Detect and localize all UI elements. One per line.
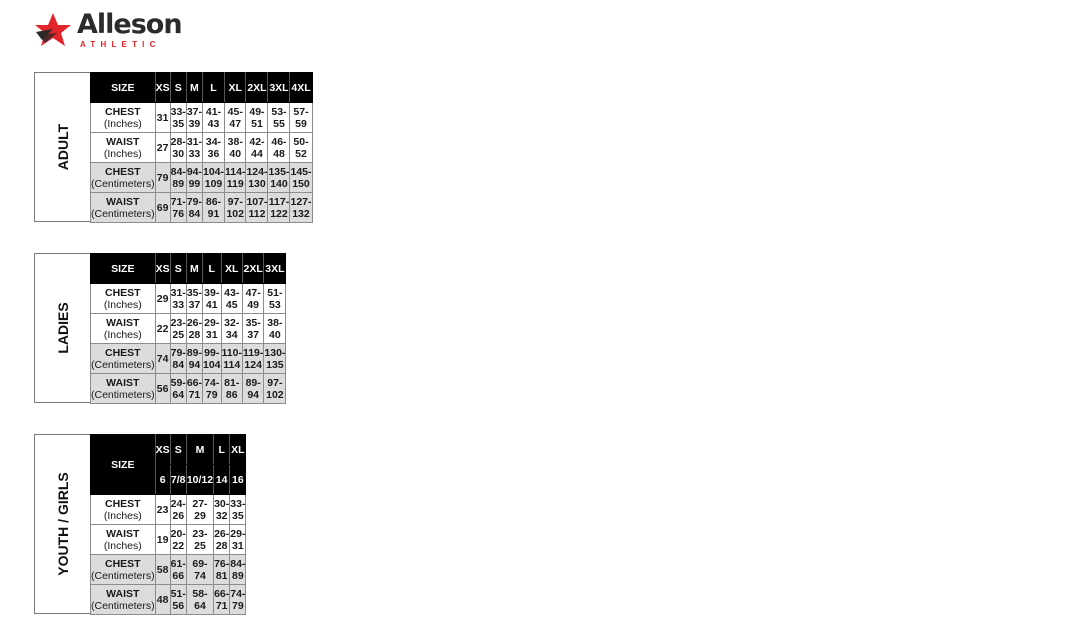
table-cell: 74-79 [230, 585, 246, 615]
table-cell: 97-102 [225, 193, 246, 223]
size-header: SIZE [91, 435, 156, 495]
row-label: CHEST (Inches) [91, 284, 156, 314]
brand-name: Alleson [77, 9, 182, 40]
table-cell: 49-51 [246, 103, 268, 133]
table-cell: 110-114 [221, 344, 242, 374]
table-cell: 71-76 [170, 193, 186, 223]
size-col-header: S [170, 73, 186, 103]
table-cell: 66-71 [186, 374, 202, 404]
table-cell: 84-89 [230, 555, 246, 585]
table-cell: 26-28 [214, 525, 230, 555]
table-cell: 59-64 [170, 374, 186, 404]
ladies-section-label: LADIES [34, 253, 90, 403]
size-col-header: XS [155, 73, 170, 103]
table-row [91, 193, 313, 223]
size-col-header: XL [230, 435, 246, 465]
table-cell: 89-94 [186, 344, 202, 374]
table-row [91, 495, 246, 525]
table-cell: 81-86 [221, 374, 242, 404]
table-cell: 43-45 [221, 284, 242, 314]
table-cell: 97-102 [264, 374, 286, 404]
size-col-header: S [170, 254, 186, 284]
row-label: CHEST (Centimeters) [91, 344, 156, 374]
size-col-header: 2XL [242, 254, 263, 284]
table-row [91, 314, 286, 344]
table-cell: 51-53 [264, 284, 286, 314]
table-cell: 31-33 [170, 284, 186, 314]
table-row [91, 163, 313, 193]
table-row [91, 374, 286, 404]
table-cell: 31 [155, 103, 170, 133]
table-cell: 42-44 [246, 133, 268, 163]
table-row [91, 555, 246, 585]
table-cell: 145-150 [290, 163, 312, 193]
size-col-header: L [214, 435, 230, 465]
brand-logo [33, 10, 193, 50]
youth-table [90, 434, 246, 615]
table-cell: 41-43 [203, 103, 225, 133]
table-cell: 31-33 [186, 133, 202, 163]
row-label: CHEST (Centimeters) [91, 163, 156, 193]
adult-header-row [91, 73, 313, 103]
table-cell: 74 [155, 344, 170, 374]
table-cell: 45-47 [225, 103, 246, 133]
row-label: WAIST (Inches) [91, 133, 156, 163]
row-label: CHEST (Inches) [91, 103, 156, 133]
table-cell: 56 [155, 374, 170, 404]
table-row [91, 585, 246, 615]
table-cell: 94-99 [186, 163, 202, 193]
size-col-header: M [186, 435, 213, 465]
row-label: WAIST (Inches) [91, 525, 156, 555]
size-col-header: XS [155, 254, 170, 284]
size-col-header: M [186, 254, 202, 284]
size-col-header: L [203, 254, 222, 284]
numeric-size-header: 10/12 [186, 465, 213, 495]
table-cell: 66-71 [214, 585, 230, 615]
table-cell: 33-35 [170, 103, 186, 133]
row-label: WAIST (Centimeters) [91, 374, 156, 404]
table-cell: 135-140 [268, 163, 290, 193]
size-col-header: L [203, 73, 225, 103]
size-header: SIZE [91, 73, 156, 103]
size-col-header: 3XL [264, 254, 286, 284]
table-cell: 58-64 [186, 585, 213, 615]
table-cell: 50-52 [290, 133, 312, 163]
table-cell: 114-119 [225, 163, 246, 193]
size-col-header: M [186, 73, 202, 103]
table-cell: 51-56 [170, 585, 186, 615]
table-cell: 34-36 [203, 133, 225, 163]
table-cell: 35-37 [242, 314, 263, 344]
table-cell: 124-130 [246, 163, 268, 193]
table-cell: 89-94 [242, 374, 263, 404]
table-cell: 32-34 [221, 314, 242, 344]
row-label: WAIST (Inches) [91, 314, 156, 344]
table-row [91, 284, 286, 314]
size-col-header: 2XL [246, 73, 268, 103]
table-cell: 86-91 [203, 193, 225, 223]
table-cell: 61-66 [170, 555, 186, 585]
table-row [91, 103, 313, 133]
star-logo-icon [33, 12, 77, 48]
ladies-header-row [91, 254, 286, 284]
table-cell: 104-109 [203, 163, 225, 193]
numeric-size-header: 7/8 [170, 465, 186, 495]
table-cell: 53-55 [268, 103, 290, 133]
size-col-header: XS [155, 435, 170, 465]
table-cell: 74-79 [203, 374, 222, 404]
table-row [91, 133, 313, 163]
table-cell: 79-84 [170, 344, 186, 374]
youth-header-row [91, 435, 246, 465]
table-cell: 79 [155, 163, 170, 193]
row-label: CHEST (Inches) [91, 495, 156, 525]
table-cell: 28-30 [170, 133, 186, 163]
adult-section-label: ADULT [34, 72, 90, 222]
table-cell: 130-135 [264, 344, 286, 374]
brand-subtitle: ATHLETIC [80, 40, 161, 49]
table-cell: 30-32 [214, 495, 230, 525]
table-cell: 69 [155, 193, 170, 223]
youth-section-label: YOUTH / GIRLS [34, 434, 90, 614]
table-cell: 19 [155, 525, 170, 555]
table-cell: 27 [155, 133, 170, 163]
table-cell: 69-74 [186, 555, 213, 585]
table-cell: 99-104 [203, 344, 222, 374]
table-cell: 107-112 [246, 193, 268, 223]
table-cell: 26-28 [186, 314, 202, 344]
numeric-size-header: 14 [214, 465, 230, 495]
table-row [91, 525, 246, 555]
table-cell: 119-124 [242, 344, 263, 374]
table-cell: 22 [155, 314, 170, 344]
table-cell: 48 [155, 585, 170, 615]
table-cell: 24-26 [170, 495, 186, 525]
row-label: WAIST (Centimeters) [91, 585, 156, 615]
adult-table [90, 72, 313, 223]
size-header: SIZE [91, 254, 156, 284]
table-cell: 29-31 [230, 525, 246, 555]
table-cell: 35-37 [186, 284, 202, 314]
table-cell: 29 [155, 284, 170, 314]
table-cell: 58 [155, 555, 170, 585]
size-col-header: 3XL [268, 73, 290, 103]
table-cell: 117-122 [268, 193, 290, 223]
table-cell: 37-39 [186, 103, 202, 133]
row-label: WAIST (Centimeters) [91, 193, 156, 223]
table-cell: 47-49 [242, 284, 263, 314]
table-cell: 27-29 [186, 495, 213, 525]
table-cell: 29-31 [203, 314, 222, 344]
table-cell: 46-48 [268, 133, 290, 163]
size-col-header: XL [221, 254, 242, 284]
table-cell: 38-40 [264, 314, 286, 344]
size-col-header: 4XL [290, 73, 312, 103]
size-col-header: S [170, 435, 186, 465]
row-label: CHEST (Centimeters) [91, 555, 156, 585]
table-cell: 79-84 [186, 193, 202, 223]
table-cell: 84-89 [170, 163, 186, 193]
table-cell: 23 [155, 495, 170, 525]
table-cell: 57-59 [290, 103, 312, 133]
table-cell: 76-81 [214, 555, 230, 585]
table-cell: 23-25 [170, 314, 186, 344]
table-cell: 39-41 [203, 284, 222, 314]
ladies-table [90, 253, 286, 404]
numeric-size-header: 6 [155, 465, 170, 495]
table-cell: 23-25 [186, 525, 213, 555]
table-cell: 33-35 [230, 495, 246, 525]
size-col-header: XL [225, 73, 246, 103]
table-cell: 38-40 [225, 133, 246, 163]
table-row [91, 344, 286, 374]
table-cell: 20-22 [170, 525, 186, 555]
numeric-size-header: 16 [230, 465, 246, 495]
table-cell: 127-132 [290, 193, 312, 223]
